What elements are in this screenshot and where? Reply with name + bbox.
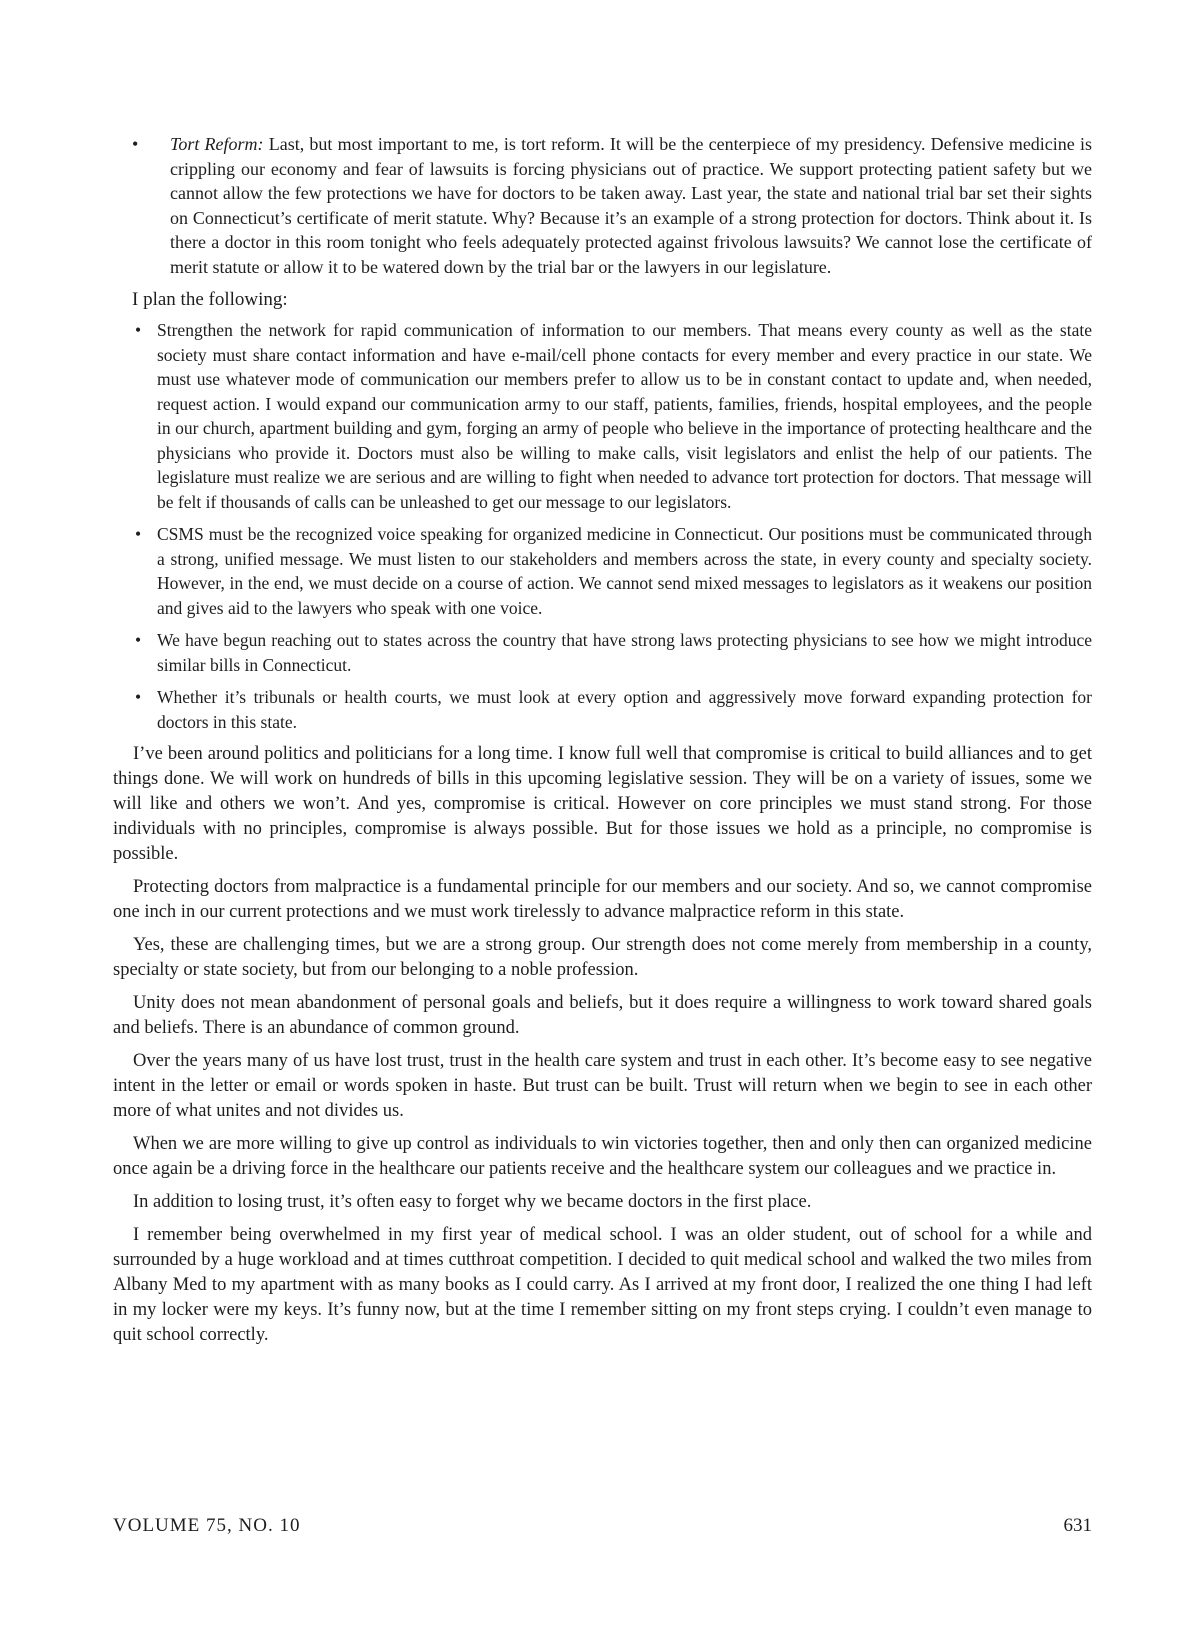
plan-item-text: Whether it’s tribunals or health courts, we must look at every option and aggressively move forward expanding protection for doctors in this state. bbox=[157, 687, 1092, 732]
tort-reform-item bbox=[113, 132, 1092, 279]
plan-item-text: CSMS must be the recognized voice speaking for organized medicine in Connecticut. Our positions must be communicated through a strong, unified message. We must listen to our stakeholders and members across the state, in every county and specialty society. However, in the end, we must decide on a course of action. We cannot send mixed messages to legislators as it weakens our position and gives aid to the lawyers who speak with one voice. bbox=[157, 524, 1092, 618]
plan-item-text: We have begun reaching out to states across the country that have strong laws protecting physicians to see how we might introduce similar bills in Connecticut. bbox=[157, 630, 1092, 675]
tort-reform-text: Last, but most important to me, is tort reform. It will be the centerpiece of my presidency. Defensive medicine is crippling our economy and fear of lawsuits is forcing physicians out of practice. We support protecting patient safety but we cannot allow the few protections we have for doctors to be taken away. Last year, the state and national trial bar set their sights on Connecticut’s certificate of merit statute. Why? Because it’s an example of a strong protection for doctors. Think about it. Is there a doctor in this room tonight who feels adequately protected against frivolous lawsuits? We cannot lose the certificate of merit statute or allow it to be watered down by the trial bar or the lawyers in our legislature. bbox=[170, 134, 1092, 277]
paragraph-control: When we are more willing to give up control as individuals to win victories together, then and only then can organized medicine once again be a driving force in the healthcare our patients receive and the healthcare system our colleagues and we practice in. bbox=[113, 1134, 1092, 1179]
plan-item-text: Strengthen the network for rapid communication of information to our members. That means every county as well as the state society must share contact information and have e-mail/cell phone contacts for every member and every practice in our state. We must use whatever mode of communication our members prefer to allow us to be in constant contact to update and, when needed, request action. I would expand our communication army to our staff, patients, families, friends, hospital employees, and the people in our church, apartment building and gym, forging an army of people who believe in the importance of protecting healthcare and the physicians who provide it. Doctors must also be willing to make calls, visit legislators and enlist the help of our patients. The legislature must realize we are serious and are willing to fight when needed to advance tort protection for doctors. That message will be felt if thousands of calls can be unleashed to get our message to our legislators. bbox=[157, 320, 1092, 512]
plan-list bbox=[113, 318, 1092, 734]
paragraph-compromise: I’ve been around politics and politicians for a long time. I know full well that compromise is critical to build alliances and to get things done. We will work on hundreds of bills in this upcoming legislative session. They will be on a variety of issues, some we will like and others we won’t. And yes, compromise is critical. However on core principles we must stand strong. For those individuals with no principles, compromise is always possible. But for those issues we hold as a principle, no compromise is possible. bbox=[113, 744, 1092, 864]
plan-item-csms-voice bbox=[113, 522, 1092, 620]
plan-intro: I plan the following: bbox=[132, 289, 288, 310]
bullet-icon: • bbox=[135, 524, 142, 544]
article-body bbox=[113, 132, 1092, 1356]
plan-item-outreach bbox=[113, 628, 1092, 677]
paragraph-malpractice: Protecting doctors from malpractice is a fundamental principle for our members and our society. And so, we cannot compromise one inch in our current protections and we must work tirelessly to advance malpractice reform in this state. bbox=[113, 877, 1092, 922]
page-number: 631 bbox=[1063, 1515, 1092, 1536]
tort-reform-list bbox=[113, 132, 1092, 279]
paragraph-losing-trust: In addition to losing trust, it’s often easy to forget why we became doctors in the first place. bbox=[133, 1192, 812, 1212]
bullet-icon: • bbox=[135, 630, 142, 650]
paragraph-medical-school: I remember being overwhelmed in my first year of medical school. I was an older student, out of school for a while and surrounded by a huge workload and at times cutthroat competition. I decided to quit medical school and walked the two miles from Albany Med to my apartment with as many books as I could carry. As I arrived at my front door, I realized the one thing I had left in my locker were my keys. It’s funny now, but at the time I remember sitting on my front steps crying. I couldn’t even manage to quit school correctly. bbox=[113, 1225, 1092, 1345]
bullet-icon: • bbox=[132, 134, 139, 154]
plan-item-health-courts bbox=[113, 685, 1092, 734]
paragraph-unity: Unity does not mean abandonment of personal goals and beliefs, but it does require a willingness to work toward shared goals and beliefs. There is an abundance of common ground. bbox=[113, 993, 1092, 1038]
tort-reform-label: Tort Reform: bbox=[170, 134, 264, 154]
plan-item-communication bbox=[113, 318, 1092, 514]
bullet-icon: • bbox=[135, 320, 142, 340]
paragraph-trust: Over the years many of us have lost trust, trust in the health care system and trust in each other. It’s become easy to see negative intent in the letter or email or words spoken in haste. But trust can be built. Trust will return when we begin to see in each other more of what unites and not divides us. bbox=[113, 1051, 1092, 1121]
bullet-icon: • bbox=[135, 687, 142, 707]
paragraph-strong-group: Yes, these are challenging times, but we are a strong group. Our strength does not come merely from membership in a county, specialty or state society, but from our belonging to a noble profession. bbox=[113, 935, 1092, 980]
footer-volume: VOLUME 75, NO. 10 bbox=[113, 1515, 301, 1536]
